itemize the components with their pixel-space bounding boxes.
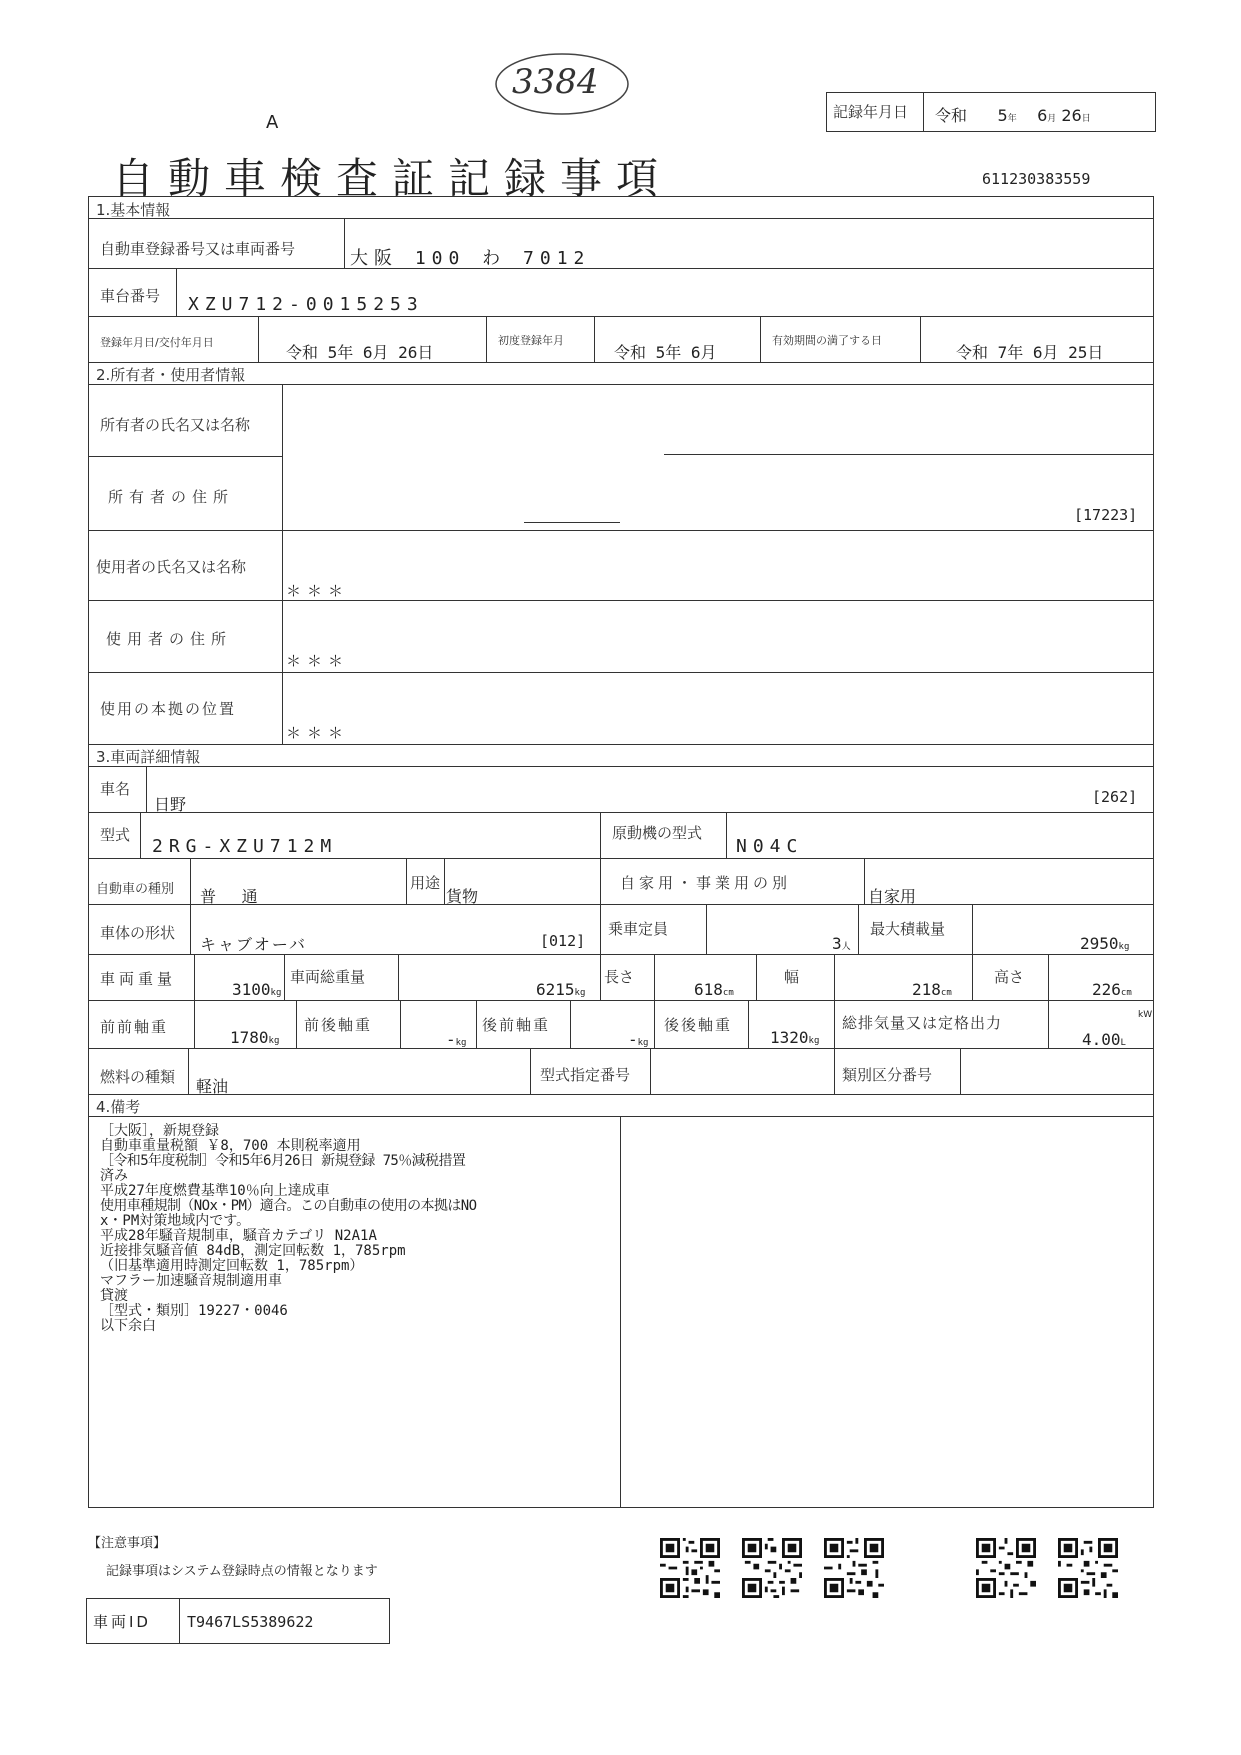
remark-line: ［型式・類別］19227・0046 — [100, 1303, 288, 1319]
height-label: 高さ — [994, 968, 1025, 986]
remark-line: 平成27年度燃費基準10％向上達成車 — [100, 1183, 330, 1199]
qr-code-4-icon — [976, 1538, 1036, 1598]
doc-number: 611230383559 — [982, 170, 1091, 188]
user-name-label: 使用者の氏名又は名称 — [96, 558, 247, 576]
capacity-label: 乗車定員 — [608, 920, 669, 938]
private-business-value: 自家用 — [868, 887, 917, 906]
vehicle-weight-label: 車両重量 — [100, 970, 177, 988]
record-date-box — [826, 92, 1156, 132]
notes-heading: 【注意事項】 — [88, 1536, 167, 1551]
form-mark: A — [266, 112, 279, 133]
remark-line: x・PM対策地域内です。 — [100, 1213, 251, 1229]
remark-line: マフラー加速騒音規制適用車 — [100, 1273, 282, 1289]
type-designation-label: 型式指定番号 — [540, 1066, 631, 1084]
front-front-axle-value: 1780kg — [230, 1028, 280, 1047]
width-label: 幅 — [784, 968, 800, 986]
vehicle-kind-value: 普 通 — [200, 887, 266, 906]
owner-address-label: 所有者の住所 — [108, 488, 235, 506]
engine-model-value: N04C — [736, 836, 804, 857]
reg-date-label: 登録年月日/交付年月日 — [100, 336, 214, 349]
model-label: 型式 — [100, 826, 131, 844]
first-reg-label: 初度登録年月 — [498, 334, 564, 347]
vehicle-id-label: 車両ID — [93, 1613, 151, 1631]
displacement-value: 4.00L — [1082, 1030, 1126, 1049]
length-label: 長さ — [604, 968, 635, 986]
max-load-label: 最大積載量 — [870, 920, 946, 938]
section-owner-info: 2.所有者・使用者情報 — [96, 366, 246, 384]
base-location-label: 使用の本拠の位置 — [100, 700, 237, 718]
user-address-label: 使用者の住所 — [106, 630, 233, 648]
model-value: 2RG-XZU712M — [152, 836, 338, 857]
remark-line: 済み — [100, 1168, 128, 1184]
length-value: 618cm — [694, 980, 734, 999]
width-value: 218cm — [912, 980, 952, 999]
section-basic-info: 1.基本情報 — [96, 201, 171, 219]
user-name-value: ＊＊＊ — [286, 582, 350, 600]
vehicle-id-value: T9467LS5389622 — [187, 1613, 314, 1631]
height-value: 226cm — [1092, 980, 1132, 999]
page-title: 自動車検査証記録事項 — [112, 154, 673, 203]
qr-code-5-icon — [1058, 1538, 1118, 1598]
remark-line: 自動車重量税額 ￥8，700 本則税率適用 — [100, 1138, 361, 1154]
rear-rear-axle-label: 後後軸重 — [664, 1016, 733, 1034]
first-reg-value: 令和 5年 6月 — [614, 343, 717, 362]
rear-front-axle-value: -kg — [628, 1030, 649, 1049]
body-shape-code: [012] — [540, 932, 586, 950]
remarks-block — [100, 1124, 616, 1334]
class-number-label: 類別区分番号 — [842, 1066, 933, 1084]
qr-code-1-icon — [660, 1538, 720, 1598]
remark-line: 使用車種規制（NOx・PM）適合。この自動車の使用の本拠はNO — [100, 1198, 477, 1214]
chassis-label: 車台番号 — [100, 287, 161, 305]
remark-line: （旧基準適用時測定回転数 1，785rpm） — [100, 1258, 364, 1274]
car-name-code: [262] — [1092, 788, 1138, 806]
car-name-value: 日野 — [154, 795, 187, 814]
vehicle-weight-value: 3100kg — [232, 980, 282, 999]
vehicle-id-box — [86, 1598, 390, 1644]
car-name-label: 車名 — [100, 780, 131, 798]
gross-weight-value: 6215kg — [536, 980, 586, 999]
body-shape-value: キャブオーバ — [200, 935, 308, 954]
section-vehicle-details: 3.車両詳細情報 — [96, 748, 201, 766]
section-remarks: 4.備考 — [96, 1098, 141, 1116]
reg-number-label: 自動車登録番号又は車両番号 — [100, 240, 296, 258]
front-front-axle-label: 前前軸重 — [100, 1018, 169, 1036]
reg-date-value: 令和 5年 6月 26日 — [286, 343, 434, 362]
base-location-value: ＊＊＊ — [286, 724, 350, 742]
remark-line: ［大阪］，新規登録 — [100, 1123, 219, 1139]
engine-model-label: 原動機の型式 — [612, 824, 703, 842]
expiry-label: 有効期間の満了する日 — [772, 334, 882, 347]
handwritten-number: 3384 — [512, 62, 599, 102]
vehicle-kind-label: 自動車の種別 — [96, 882, 175, 897]
handwritten-note — [492, 48, 632, 118]
remark-line: 近接排気騒音値 84dB，測定回転数 1，785rpm — [100, 1243, 406, 1259]
remark-line: 平成28年騒音規制車，騒音カテゴリ N2A1A — [100, 1228, 377, 1244]
max-load-value: 2950kg — [1080, 934, 1130, 953]
notes-text: 記録事項はシステム登録時点の情報となります — [106, 1564, 378, 1579]
rear-front-axle-label: 後前軸重 — [482, 1016, 551, 1034]
owner-code: [17223] — [1074, 506, 1138, 524]
qr-code-2-icon — [742, 1538, 802, 1598]
expiry-value: 令和 7年 6月 25日 — [956, 343, 1104, 362]
fuel-type-label: 燃料の種類 — [100, 1068, 176, 1086]
displacement-unit-kw: kW — [1138, 1010, 1153, 1020]
remark-line: 貸渡 — [100, 1288, 128, 1304]
displacement-label: 総排気量又は定格出力 — [842, 1014, 1003, 1032]
use-value: 貨物 — [446, 887, 479, 906]
remark-line: ［令和5年度税制］令和5年6月26日 新規登録 75％減税措置 — [100, 1153, 466, 1169]
private-business-label: 自家用・事業用の別 — [620, 874, 792, 892]
rear-rear-axle-value: 1320kg — [770, 1028, 820, 1047]
front-rear-axle-label: 前後軸重 — [304, 1016, 373, 1034]
record-date-label: 記録年月日 — [833, 103, 909, 121]
fuel-type-value: 軽油 — [196, 1077, 229, 1096]
qr-code-3-icon — [824, 1538, 884, 1598]
chassis-value: XZU712-0015253 — [188, 294, 424, 315]
use-label: 用途 — [410, 874, 441, 892]
front-rear-axle-value: -kg — [446, 1030, 467, 1049]
record-date-value: 令和 5年 6月 26日 — [935, 106, 1091, 125]
user-address-value: ＊＊＊ — [286, 652, 350, 670]
body-shape-label: 車体の形状 — [100, 924, 176, 942]
owner-name-label: 所有者の氏名又は名称 — [100, 416, 251, 434]
remark-line: 以下余白 — [100, 1318, 156, 1334]
reg-number-value: 大阪 100 わ 7012 — [350, 248, 591, 269]
capacity-value: 3人 — [832, 934, 851, 953]
gross-weight-label: 車両総重量 — [290, 968, 366, 986]
